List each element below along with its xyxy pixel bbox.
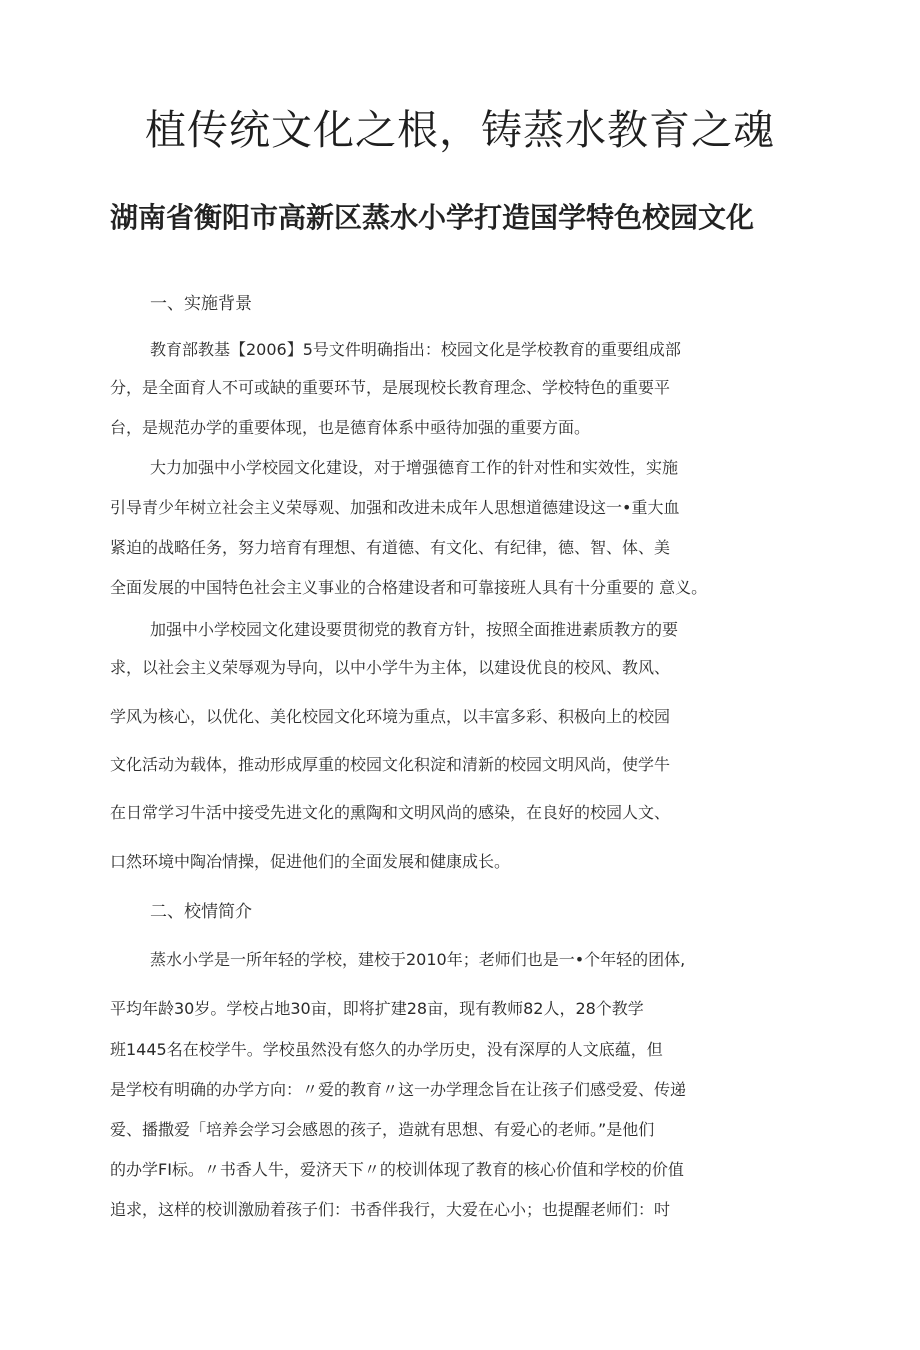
paragraph-line: 全面发展的中国特色社会主义事业的合格建设者和可靠接班人具有十分重要的 意义。 [110,578,708,597]
paragraph-line: 蒸水小学是一所年轻的学校，建校于2010年；老师们也是一•个年轻的团体, [150,950,686,969]
paragraph-line: 文化活动为载体，推动形成厚重的校园文化积淀和清新的校园文明风尚，使学牛 [110,755,671,774]
paragraph-line: 引导青少年树立社会主义荣辱观、加强和改进未成年人思想道德建设这一•重大血 [110,498,680,517]
paragraph-line: 加强中小学校园文化建设要贯彻党的教育方针，按照全面推进素质教方的要 [150,620,679,639]
paragraph-line: 追求，这样的校训激励着孩子们：书香伴我行，大爱在心小；也提醒老师们：吋 [110,1200,671,1219]
section-heading-school-intro: 二、校情简介 [150,902,252,922]
paragraph-line: 学风为核心，以优化、美化校园文化环境为重点，以丰富多彩、积极向上的校园 [110,707,671,726]
document-subtitle: 湖南省衡阳市高新区蒸水小学打造国学特色校园文化 [110,201,755,234]
paragraph-line: 在日常学习牛活中接受先进文化的熏陶和文明风尚的感染，在良好的校园人文、 [110,803,671,822]
paragraph-line: 班1445名在校学牛。学校虽然没有悠久的办学历史，没有深厚的人文底蕴，但 [110,1040,663,1059]
document-title: 植传统文化之根，铸蒸水教育之魂 [145,106,775,154]
paragraph-line: 求，以社会主义荣辱观为导向，以中小学牛为主体，以建设优良的校风、教风、 [110,658,671,677]
paragraph-line: 平均年龄30岁。学校占地30亩，即将扩建28亩，现有教师82人，28个教学 [110,999,644,1018]
paragraph-line: 大力加强中小学校园文化建设，对于增强德育工作的针对性和实效性，实施 [150,458,679,477]
paragraph-line: 的办学FI标。〃书香人牛，爱济天下〃的校训体现了教育的核心价值和学校的价值 [110,1160,684,1179]
paragraph-line: 爱、播撒爱「培养会学习会感恩的孩子，造就有思想、有爱心的老师。”是他们 [110,1120,655,1139]
paragraph-line: 口然环境中陶冶情操，促进他们的全面发展和健康成长。 [110,852,511,871]
paragraph-line: 教育部教基【2006】5号文件明确指出：校园文化是学校教育的重要组成部 [150,340,681,359]
paragraph-line: 是学校有明确的办学方向：〃爱的教育〃这一办学理念旨在让孩子们感受爱、传递 [110,1080,687,1099]
section-heading-background: 一、实施背景 [150,294,252,314]
paragraph-line: 台，是规范办学的重要体现，也是德育体系中亟待加强的重要方面。 [110,418,591,437]
paragraph-line: 分，是全面育人不可或缺的重要环节，是展现校长教育理念、学校特色的重要平 [110,378,671,397]
paragraph-line: 紧迫的战略任务，努力培育有理想、有道德、有文化、有纪律，德、智、体、美 [110,538,671,557]
